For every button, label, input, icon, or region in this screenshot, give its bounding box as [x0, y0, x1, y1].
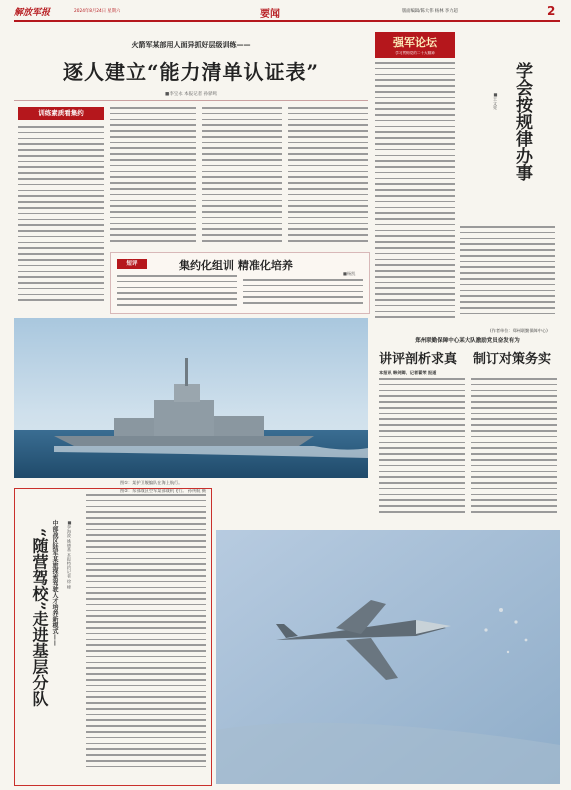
article4-column — [86, 494, 206, 780]
masthead-rule — [14, 20, 560, 22]
article3-block — [375, 336, 560, 526]
forum-banner-subtitle: 学习贯彻党的二十大精神 — [395, 51, 435, 55]
ship-photo — [14, 318, 368, 478]
article1-column-3 — [202, 107, 282, 247]
ship-image — [14, 318, 368, 478]
masthead — [14, 4, 560, 20]
date-line: 2024年8月24日 星期六 — [74, 9, 121, 14]
article1-column-1 — [18, 126, 104, 312]
forum-banner — [375, 32, 455, 58]
forum-headline: 学会按规律办事 — [512, 62, 532, 181]
article1-rule — [14, 100, 368, 101]
article1-headline: 逐人建立“能力清单认证表” — [62, 60, 319, 84]
article1-column-4 — [288, 107, 368, 247]
paper-name: 解放军报 — [14, 8, 51, 18]
photo-caption-1: 图①：某护卫舰编队在海上航行。 — [120, 480, 183, 485]
forum-column-1 — [375, 62, 455, 330]
article3-column-2 — [471, 378, 557, 523]
forum-author-note: (作者单位：郑州联勤保障中心) — [490, 328, 548, 333]
jet-photo — [216, 530, 560, 784]
short-comment-label: 短评 — [117, 259, 147, 269]
page-number: 2 — [547, 4, 556, 18]
article3-column-1 — [379, 378, 465, 523]
forum-byline: ■王文亮 — [493, 92, 498, 110]
article1-kicker: 火箭军某部用人面异抓好层级训练—— — [131, 40, 251, 49]
article1-column-2 — [110, 107, 196, 247]
article1-byline: ■李宝永 本报记者 孙驿鸣 — [164, 92, 218, 97]
article3-headline-right: 制订对策务实 — [473, 352, 552, 367]
editor-line: 版面编辑/陈大伟 杨林 李力超 — [402, 9, 458, 14]
article1-headline-block — [14, 40, 368, 97]
article1-subhead: 训练素质看集约 — [18, 107, 104, 120]
forum-banner-title: 强军论坛 — [393, 36, 437, 49]
forum-column-2 — [460, 226, 555, 326]
article4-headline: “随营驾校”走进基层分队 — [30, 528, 49, 707]
article4-byline: ■李海波 姚德基 本报特约记者 徐 峰 — [67, 520, 72, 589]
photo-caption-2: 图②：东部战区空军某部战机飞行。 孙传航 摄 — [120, 488, 206, 493]
short-comment-text — [117, 275, 237, 311]
article3-kicker: 郑州联勤保障中心某大队激励党员奋发有为 — [415, 338, 520, 344]
focus-headline: 集约化组训 精准化培养 — [179, 259, 293, 272]
article4-kicker: 中部战区陆军某旅探索驾驶人才培养新模式—— — [51, 520, 58, 646]
article3-headline-left: 讲评剖析求真 — [379, 352, 458, 367]
focus-byline: ■杨凯 — [343, 271, 356, 276]
jet-image — [216, 530, 560, 784]
focus-text — [243, 279, 363, 311]
article3-byline: 本报讯 韩剑卿、记者翟荣 报道 — [379, 370, 437, 375]
section-title: 要闻 — [260, 9, 280, 20]
short-comment-box — [110, 252, 370, 314]
